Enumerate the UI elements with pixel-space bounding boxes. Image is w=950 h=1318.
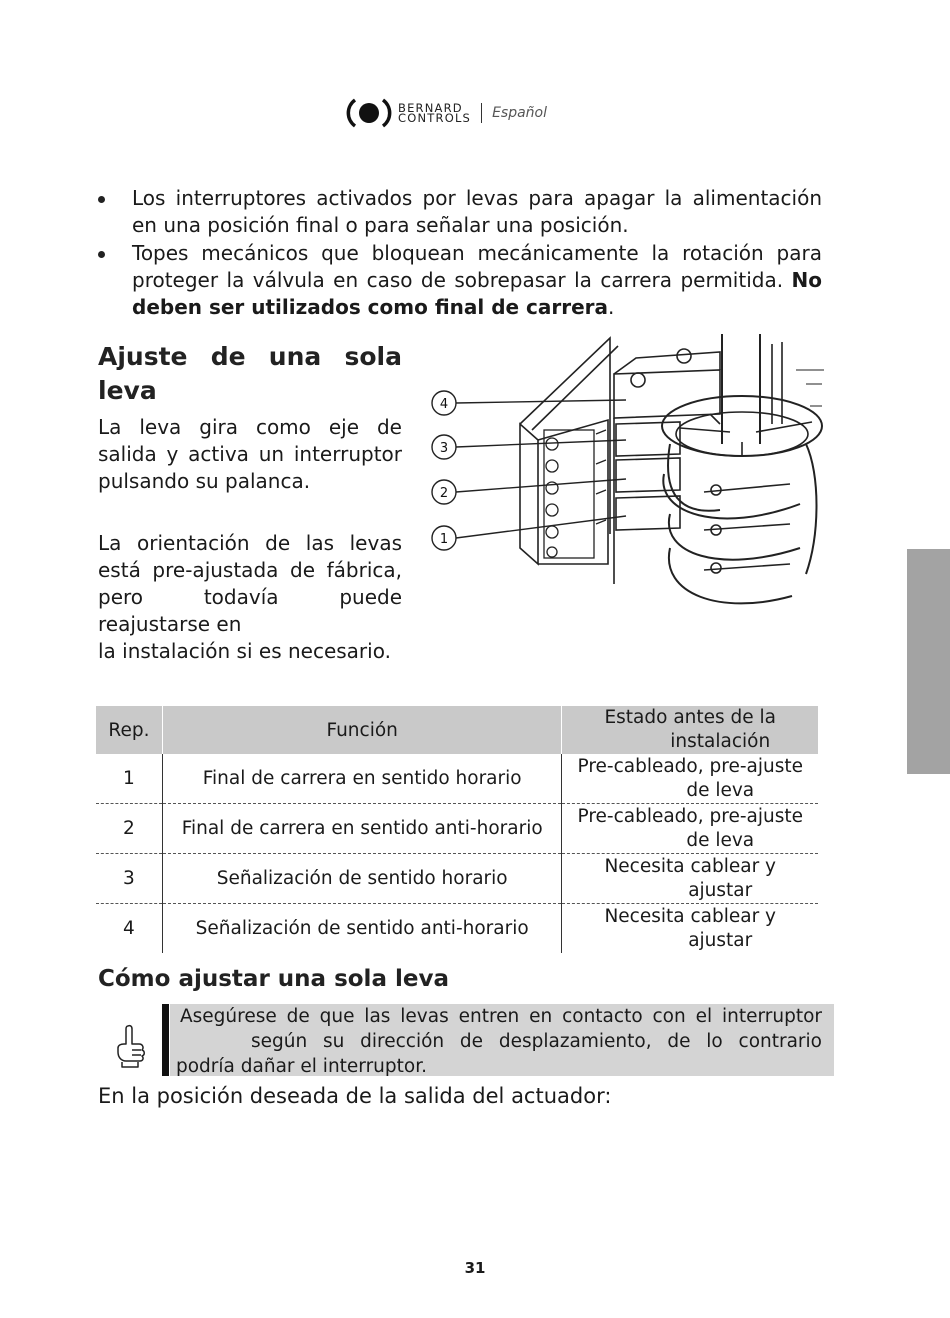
cell-funcion: Final de carrera en sentido anti-horario (162, 804, 562, 854)
page-number: 31 (464, 1259, 486, 1277)
table-row (96, 754, 818, 804)
header-divider (481, 103, 482, 123)
bernard-logo-icon (346, 96, 392, 130)
pointing-hand-icon (112, 1024, 150, 1068)
note-line-3: podría dañar el interruptor. (176, 1056, 428, 1077)
paragraph-2-part-2: la instalación si es necesario. (98, 639, 391, 663)
paragraph-2 (98, 530, 402, 665)
cell-funcion: Final de carrera en sentido horario (162, 754, 562, 804)
cell-estado (562, 804, 818, 854)
table-row (96, 904, 818, 954)
bullet-period: . (608, 295, 615, 319)
function-table (96, 706, 818, 953)
table-row (96, 854, 818, 904)
note-line-2: según su dirección de desplazamiento, de lo contrario (251, 1031, 822, 1052)
cell-rep: 2 (96, 804, 162, 854)
section-title: Ajuste de una sola leva (98, 342, 402, 405)
cell-estado-line-1: Necesita cablear y (604, 905, 777, 927)
bullet-text: Los interruptores activados por levas para apagar la alimentación en una posición final o para señalar una posición. (132, 186, 822, 237)
brand-line-2: CONTROLS (398, 111, 472, 125)
callout-2 (432, 479, 626, 504)
callout-1 (432, 516, 626, 550)
brand-name (398, 103, 471, 123)
bullet-dot (98, 251, 105, 258)
header-funcion: Función (162, 706, 562, 754)
callout-3 (432, 435, 626, 459)
subsection-title: Cómo ajustar una sola leva (98, 966, 449, 992)
header-estado-line-2: instalación (670, 731, 771, 752)
note-accent-bar (162, 1004, 169, 1076)
cell-rep: 3 (96, 854, 162, 904)
paragraph-2-part-1: La orientación de las levas está pre-ajustada de fábrica, pero todavía puede reajustarse en (98, 531, 402, 636)
cell-estado-line-2: de leva (686, 829, 755, 851)
cell-funcion: Señalización de sentido horario (162, 854, 562, 904)
callout-4-label: 4 (439, 397, 449, 412)
note-text (176, 1004, 822, 1079)
page-header (346, 96, 547, 130)
cell-estado (562, 904, 818, 954)
table-row (96, 804, 818, 854)
cell-estado-line-2: ajustar (688, 879, 753, 901)
callout-1-label: 1 (439, 532, 449, 547)
cell-estado-line-1: Pre-cableado, pre-ajuste (577, 805, 803, 827)
paragraph-1: La leva gira como eje de salida y activa un interruptor pulsando su palanca. (98, 415, 402, 493)
cell-estado-line-1: Pre-cableado, pre-ajuste (577, 755, 803, 777)
cell-rep: 4 (96, 904, 162, 954)
cell-estado (562, 854, 818, 904)
bullet-text (132, 240, 822, 321)
note-line-1: Asegúrese de que las levas entren en contacto con el interruptor (180, 1006, 822, 1027)
bullet-dot (98, 196, 105, 203)
cell-estado (562, 754, 818, 804)
cell-funcion: Señalización de sentido anti-horario (162, 904, 562, 954)
bullet-text-main: Topes mecánicos que bloquean mecánicamente la rotación para proteger la válvula en caso de sobrepasar la carrera permitida. (132, 241, 822, 292)
brand-line-1: BERNARD (398, 101, 463, 115)
callout-2-label: 2 (439, 486, 449, 501)
cell-estado-line-2: ajustar (688, 929, 753, 951)
cell-rep: 1 (96, 754, 162, 804)
header-estado-line-1: Estado antes de la (604, 707, 777, 728)
bullet-item-2 (98, 240, 822, 321)
callout-4 (432, 391, 626, 415)
chapter-side-tab (907, 549, 950, 774)
header-rep: Rep. (96, 706, 162, 754)
cam-assembly-diagram (420, 334, 830, 624)
closing-sentence: En la posición deseada de la salida del actuador: (98, 1084, 612, 1108)
bullet-bold-warning: No deben ser utilizados como final de carrera (132, 268, 822, 319)
header-estado (562, 706, 818, 754)
language-label: Español (492, 105, 547, 121)
cell-estado-line-1: Necesita cablear y (604, 855, 777, 877)
table-header-row (96, 706, 818, 754)
callout-3-label: 3 (439, 441, 449, 456)
cell-estado-line-2: de leva (686, 779, 755, 801)
bullet-item-1 (98, 185, 822, 239)
